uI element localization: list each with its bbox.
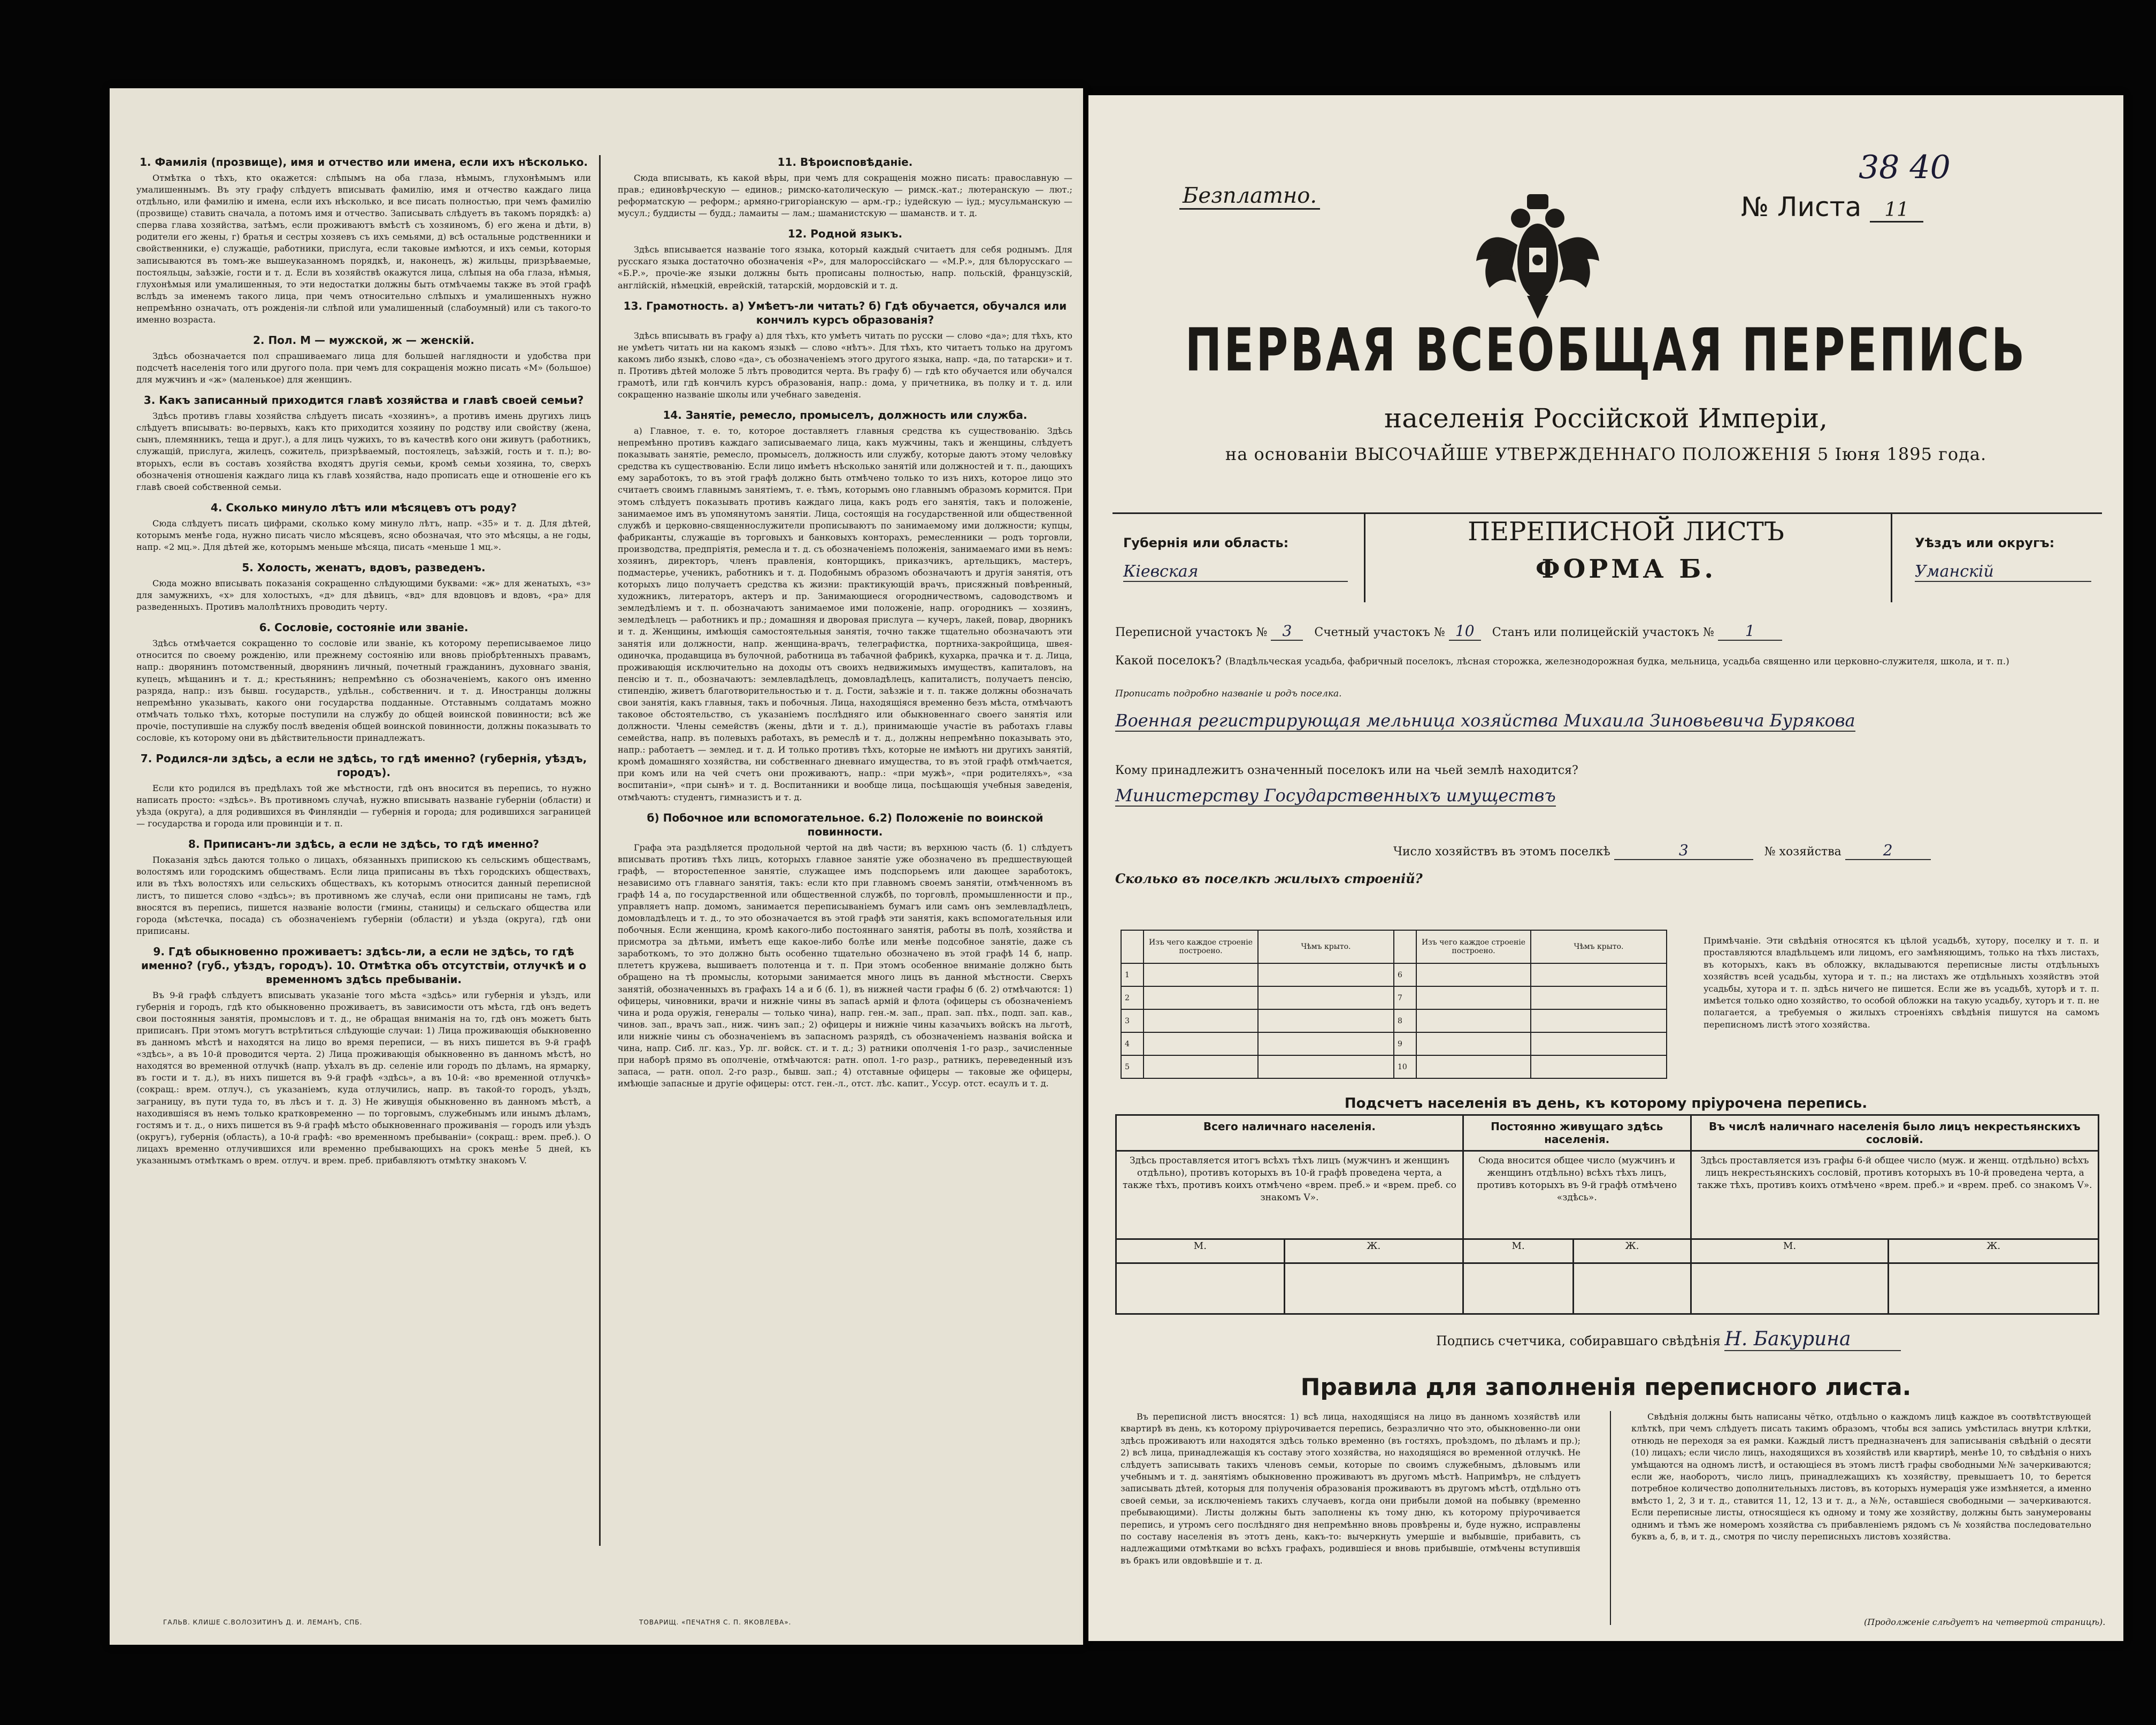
cell bbox=[1531, 1009, 1667, 1032]
instruction-title: 3. Какъ записанный приходится главѣ хозяйства и главѣ своей семьи? bbox=[143, 394, 584, 407]
header-divider-left bbox=[1364, 514, 1365, 602]
instruction-item bbox=[136, 333, 591, 386]
instruction-title: 13. Грамотность. а) Умѣетъ-ли читать? б) Гдѣ обучается, обучался или кончилъ курсъ образованія? bbox=[623, 299, 1067, 326]
census-title: ПЕРВАЯ ВСЕОБЩАЯ ПЕРЕПИСЬ bbox=[1185, 316, 2027, 385]
settlement-value: Военная регистрирующая мельница хозяйства Михаила Зиновьевича Бурякова bbox=[1115, 710, 1855, 731]
printer-imprint-left: ГАЛЬВ. КЛИШЕ С.ВОЛОЗИТИНЪ Д. И. ЛЕМАНЪ, СПБ. bbox=[163, 1619, 363, 1626]
dwell-num-head bbox=[1121, 930, 1144, 963]
cell bbox=[1531, 1032, 1667, 1055]
rules-title: Правила для заполненія переписного листа. bbox=[1300, 1374, 1912, 1401]
instruction-text: Графа эта раздѣляется продольной чертой на двѣ части; въ верхнюю часть (б. 1) слѣдуетъ вписывать противъ тѣхъ лицъ, которыхъ главное занятіе уже обозначено въ предшествующей графѣ, — второстепенное занятіе, служащее имъ подспорьемъ или дающее заработокъ, независимо отъ главнаго занятія, такъ: если кто при главномъ своемъ занятіи, отмѣченномъ въ графѣ 14 а, по государственной или общественной службѣ, по торговлѣ, промышленности и пр., управляетъ напр. домомъ, занимается переписываніемъ бумагъ или самъ онъ землевладѣлецъ, домовладѣлецъ и т. д., то это обозначается въ этой графѣ эти занятія, какъ вспомогательныя или побочныя. Если женщина, кромѣ какого-либо постояннаго занятія, работы въ полѣ, хозяйства и присмотра за дѣтьми, имѣетъ еще какое-либо болѣе или менѣе подсобное занятіе, даже съ заработкомъ, то это должно быть особенно тщательно обозначено въ этой графѣ 14 б, напр. плететъ кружева, вышиваетъ полотенца и т. п. При этомъ особенное вниманіе должно быть обращено на тѣ промыслы, которыми занимается много лицъ въ данной мѣстности. Сверхъ занятій, обозначенныхъ въ графахъ 14 а и б (б. 1), въ нижней части графы б (б. 2) отмѣчаются: 1) офицеры, чиновники, врачи и нижніе чины въ запасѣ армій и флота (офицеры съ обозначеніемъ чина и рода оружія, генералы — только чина), напр. ген.-м. зап., прап. зап. пѣх., подп. зап. кав., чинов. зап., врачъ зап., ниж. чинъ зап.; 2) офицеры и нижніе чины казачьихъ войскъ на льготѣ, или нижніе чины съ обозначеніемъ въ запасномъ разрядѣ, съ обозначеніемъ названія войска и чина, напр. Сиб. лг. каз., Ур. лг. войск. ст. и т. д.; 3) ратники ополченія 1-го разр., зачисленные при наборѣ прямо въ ополченіе, отмѣчаются: ратн. опол. 1-го разр., ратникъ, переведенный изъ запаса, — ратн. опол. 2-го разр., бывш. зап.; 4) отставные офицеры — таковые же офицеры, имѣющіе запасные и другіе офицеры: отст. ген.-л., отст. лѣс. капит., Уссур. отст. есаулъ и т. д. bbox=[618, 842, 1072, 1089]
signature-value: Н. Бакурина bbox=[1724, 1328, 1901, 1351]
guberniya-value: Кіевская bbox=[1123, 562, 1348, 582]
instruction-item bbox=[136, 752, 591, 830]
dwelling-buildings-table bbox=[1121, 930, 1667, 1079]
cell bbox=[1574, 1263, 1691, 1314]
instruction-item bbox=[618, 155, 1072, 219]
instruction-title: 1. Фамилія (прозвище), имя и отчество или имена, если ихъ нѣсколько. bbox=[139, 156, 588, 168]
cell bbox=[1691, 1263, 1889, 1314]
owner-label: Кому принадлежитъ означенный поселокъ или на чьей землѣ находится? bbox=[1115, 764, 1578, 777]
cell bbox=[1144, 986, 1258, 1009]
instruction-text: Здѣсь отмѣчается сокращенно то сословіе или званіе, къ которому переписываемое лицо относится по своему рожденію, или прежнему состоянію или вновь пріобрѣтенныхъ правамъ, напр.: дворянинъ потомственный, дворянинъ личный, почетный гражданинъ, духовнаго званія, купецъ, мѣщанинъ и т. д.; крестьянинъ; непремѣнно съ обозначеніемъ, какого онъ именно разряда, напр.: изъ бывш. государств., удѣльн., собственнич. и т. д. Иностранцы должны непремѣнно указывать, какого они государства подданные. Отставнымъ солдатамъ можно отмѣчать только тѣхъ, которые поступили на службу до общей воинской повинности; всѣ же прочіе, поступившіе на службу послѣ введенія общей воинской повинности, должны показывать то сословіе, къ которому они въ дѣйствительности принадлежатъ. bbox=[136, 638, 591, 743]
instruction-item bbox=[136, 620, 591, 744]
instruction-text: Сюда слѣдуетъ писать цифрами, сколько кому минуло лѣтъ, напр. «35» и т. д. Для дѣтей, которымъ менѣе года, нужно писать число мѣсяцевъ, ясно обозначая, что это мѣсяцы, а не годы, напр. «2 мц.». Для дѣтей же, которымъ меньше мѣсяца, писать «меньше 1 мц.». bbox=[136, 518, 591, 552]
cell bbox=[1463, 1263, 1574, 1314]
count-desc-resident: Сюда вносится общее число (мужчинъ и женщинъ отдѣльно) всѣхъ тѣхъ лицъ, противъ которыхъ въ 9-й графѣ отмѣчено «здѣсь». bbox=[1463, 1151, 1691, 1239]
dwell-row-num: 8 bbox=[1394, 1009, 1416, 1032]
count-district-value: 10 bbox=[1449, 622, 1481, 641]
instruction-title: 6. Сословіе, состояніе или званіе. bbox=[259, 621, 469, 634]
double-headed-eagle-icon bbox=[1474, 181, 1602, 320]
settlement-label: Какой поселокъ? bbox=[1115, 654, 1222, 668]
instruction-item bbox=[136, 837, 591, 937]
dwell-row-num: 6 bbox=[1394, 963, 1416, 986]
count-table-desc bbox=[1116, 1151, 2099, 1239]
table-row bbox=[1121, 1055, 1667, 1078]
instruction-title: 5. Холость, женатъ, вдовъ, разведенъ. bbox=[242, 561, 486, 574]
cell bbox=[1531, 1055, 1667, 1078]
owner-value-line bbox=[1115, 785, 1556, 807]
cell bbox=[1416, 1009, 1531, 1032]
stan-label: Станъ или полицейскій участокъ № bbox=[1492, 626, 1714, 639]
households-label: Число хозяйствъ въ этомъ поселкѣ bbox=[1393, 845, 1610, 858]
instruction-item bbox=[136, 501, 591, 553]
households-value: 3 bbox=[1614, 841, 1753, 860]
dwell-roof-head-right: Чѣмъ крыто. bbox=[1531, 930, 1667, 963]
cell bbox=[1144, 1055, 1258, 1078]
instruction-title: 11. Вѣроисповѣданіе. bbox=[777, 156, 913, 168]
instruction-title: 9. Гдѣ обыкновенно проживаетъ: здѣсь-ли, а если не здѣсь, то гдѣ именно? (губ., уѣздъ, городъ). 10. Отмѣтка объ отсутствіи, отлучкѣ и о временномъ здѣсь пребываніи. bbox=[141, 945, 587, 986]
count-head-non-peasant: Въ числѣ наличнаго населенія было лицъ некрестьянскихъ сословій. bbox=[1691, 1115, 2098, 1151]
dwell-roof-head-left: Чѣмъ крыто. bbox=[1258, 930, 1394, 963]
household-number-value: 2 bbox=[1845, 841, 1931, 860]
table-row bbox=[1121, 986, 1667, 1009]
cell bbox=[1144, 1009, 1258, 1032]
census-district-label: Переписной участокъ № bbox=[1115, 626, 1268, 639]
table-row bbox=[1121, 963, 1667, 986]
instruction-text: Въ 9-й графѣ слѣдуетъ вписывать указаніе того мѣста «здѣсь» или губернія и уѣздъ, или губернія и городъ, гдѣ кто обыкновенно проживаетъ, въ зависимости отъ мѣста, гдѣ онъ ведетъ свои постоянныя занятія, промысловъ и т. д., не обращая вниманія на то, гдѣ онъ можетъ быть приписанъ. При этомъ могутъ встрѣтиться слѣдующіе случаи: 1) Лица проживающія обыкновенно въ данномъ мѣстѣ и находятся на лицо во время переписи, — въ нихъ пишется въ 9-й графѣ «здѣсь», а въ 10-й проводится черта. 2) Лица проживающія обыкновенно въ данномъ мѣстѣ, но находятся во временной отлучкѣ (напр. уѣхалъ въ др. селеніе или городъ по дѣламъ, на ярмарку, въ гости и т. д.), въ нихъ пишется въ 9-й графѣ «здѣсь», а въ 10-й: «во временной отлучкѣ» (сокращ.: врем. отлуч.), съ указаніемъ, куда отлучились, напр. въ такой-то городъ, уѣздъ, заграницу, въ пути туда то, въ лѣсъ и т. д. 3) Не живущія обыкновенно въ данномъ мѣстѣ, а находившіяся въ немъ только кратковременно — по торговымъ, служебнымъ или инымъ дѣламъ, гостямъ и т. д., о нихъ пишется въ 9-й графѣ мѣсто обыкновеннаго проживанія — городъ или уѣздъ (округъ), губернія (область), а 10-й графѣ: «во временномъ пребываніи» (сокращ.: врем. преб.). О лицахъ временно отлучившихся или временно пребывающихъ на срокъ менѣе 5 дней, къ указаннымъ отмѣткамъ о врем. отлуч. и врем. преб. прибавляютъ отмѣтку знакомъ V. bbox=[136, 990, 591, 1166]
owner-line bbox=[1115, 764, 1578, 777]
form-title: ПЕРЕПИСНОЙ ЛИСТЪ bbox=[1468, 517, 1784, 547]
cell bbox=[1258, 986, 1394, 1009]
instruction-item bbox=[136, 393, 591, 493]
settlement-hint2: Прописать подробно названіе и родъ поселка. bbox=[1115, 688, 1342, 699]
printer-imprint-right: ТОВАРИЩ. «ПЕЧАТНЯ С. П. ЯКОВЛЕВА». bbox=[639, 1619, 792, 1626]
dwell-row-num: 2 bbox=[1121, 986, 1144, 1009]
household-number-label: № хозяйства bbox=[1764, 845, 1842, 858]
instruction-text: Здѣсь вписывается названіе того языка, который каждый считаетъ для себя роднымъ. Для русскаго языка достаточно обозначенія «Р», для малороссійскаго — «М.Р.», для бѣлорусскаго — «Б.Р.», прочіе-же языки должны быть прописаны полностью, напр. польскій, французскій, англійскій, нѣмецкій, еврейскій, татарскій, мордовскій и т. д. bbox=[618, 244, 1072, 290]
rules-text-left: Въ переписной листъ вносятся: 1) всѣ лица, находящіяся на лицо въ данномъ хозяйствѣ или квартирѣ въ день, къ которому пріурочивается перепись, безразлично что это, обыкновенно-ли они здѣсь проживаютъ или находятся здѣсь только временно (въ гостяхъ, проѣздомъ, по дѣламъ и пр.); 2) всѣ лица, принадлежащія къ составу этого хозяйства, но находящіяся во временной отлучкѣ. Не слѣдуетъ записывать такихъ членовъ семьи, которые по своимъ служебнымъ, дѣловымъ или учебнымъ и т. д. занятіямъ обыкновенно проживаютъ въ другомъ мѣстѣ. Напримѣръ, не слѣдуетъ записывать дѣтей, которыя для полученія образованія проживаютъ въ другомъ мѣстѣ, отдѣльно отъ своей семьи, за исключеніемъ такихъ случаевъ, когда они прибыли домой на побывку (временно пребывающими). Листы должны быть заполнены къ тому дню, къ которому пріурочивается перепись, и утромъ сего послѣдняго дня непремѣнно вновь провѣрены и, буде нужно, исправлены по составу населенія въ этотъ день, какъ-то: вычеркнуть умершіе и выбывшіе, прибавить, съ надлежащими отмѣтками во всѣхъ графахъ, родившіеся и вновь прибывшіе, отмѣчены вступившія въ бракъ или овдовѣвшіе и т. д. bbox=[1121, 1412, 1580, 1566]
instruction-item bbox=[136, 561, 591, 613]
dwell-row-num: 3 bbox=[1121, 1009, 1144, 1032]
population-count-title: Подсчетъ населенія въ день, къ которому пріурочена перепись. bbox=[1344, 1095, 1868, 1111]
instruction-item bbox=[618, 408, 1072, 803]
instruction-title: б) Побочное или вспомогательное. 6.2) Положеніе по воинской повинности. bbox=[647, 811, 1044, 838]
instructions-column-2 bbox=[618, 155, 1072, 1594]
districts-line bbox=[1115, 622, 1782, 641]
guberniya-label: Губернія или область: bbox=[1123, 535, 1289, 550]
cell bbox=[1144, 963, 1258, 986]
instruction-title: 8. Приписанъ-ли здѣсь, а если не здѣсь, то гдѣ именно? bbox=[188, 838, 539, 851]
dwell-row-num: 4 bbox=[1121, 1032, 1144, 1055]
uezd-label: Уѣздъ или округъ: bbox=[1915, 535, 2055, 550]
count-table-header bbox=[1116, 1115, 2099, 1151]
dwell-row-num: 7 bbox=[1394, 986, 1416, 1009]
dwell-material-head-left: Изъ чего каждое строеніе построено. bbox=[1144, 930, 1258, 963]
male-label: М. bbox=[1691, 1239, 1889, 1263]
dwell-row-num: 5 bbox=[1121, 1055, 1144, 1078]
count-head-resident: Постоянно живущаго здѣсь населенія. bbox=[1463, 1115, 1691, 1151]
instruction-title: 2. Пол. М — мужской, ж — женскій. bbox=[252, 334, 475, 347]
instruction-title: 14. Занятіе, ремесло, промыселъ, должность или служба. bbox=[663, 409, 1027, 422]
count-district-label: Счетный участокъ № bbox=[1314, 626, 1445, 639]
cell bbox=[1144, 1032, 1258, 1055]
signature-label: Подпись счетчика, собиравшаго свѣдѣнія bbox=[1436, 1333, 1721, 1348]
sheet-number-label: № Листа bbox=[1741, 191, 1862, 223]
instruction-item bbox=[618, 299, 1072, 401]
instruction-item bbox=[136, 155, 591, 326]
cell bbox=[1889, 1263, 2099, 1314]
instruction-title: 7. Родился-ли здѣсь, а если не здѣсь, то гдѣ именно? (губернія, уѣздъ, городъ). bbox=[140, 752, 587, 779]
stan-value: 1 bbox=[1718, 622, 1782, 641]
cell bbox=[1416, 986, 1531, 1009]
instruction-text: Здѣсь вписывать въ графу а) для тѣхъ, кто умѣетъ читать по русски — слово «да»; для тѣхъ, кто не умѣетъ читать ни на какомъ языкѣ — слово «нѣтъ». Для тѣхъ, кто читаетъ только на другомъ какомъ либо языкѣ, слово «да», съ обозначеніемъ этого другого языка, напр. «да, по татарски» и т. п. Противъ дѣтей моложе 5 лѣтъ проводится черта. Въ графу б) — гдѣ кто обучается или обучался грамотѣ, или гдѣ кончилъ курсъ образованія, напр.: дома, у причетника, въ полку и т. д. или сокращенно названіе школы или учебнаго заведенія. bbox=[618, 330, 1072, 400]
male-label: М. bbox=[1116, 1239, 1285, 1263]
settlement-line bbox=[1115, 654, 2009, 668]
table-row bbox=[1121, 1032, 1667, 1055]
dwell-row-num: 9 bbox=[1394, 1032, 1416, 1055]
settlement-value-line bbox=[1115, 710, 2094, 732]
instruction-text: Если кто родился въ предѣлахъ той же мѣстности, гдѣ онъ вносится въ перепись, то нужно написать просто: «здѣсь». Въ противномъ случаѣ, нужно вписывать названіе губерніи (области) и уѣзда (округа), а для родившихся въ Финляндіи — губернія и города; для родившихся заграницей — государства и города или провинціи и т. п. bbox=[136, 783, 591, 829]
instruction-item bbox=[618, 227, 1072, 291]
sheet-number bbox=[1741, 191, 1923, 223]
instruction-text: Показанія здѣсь даются только о лицахъ, обязанныхъ припискою къ сельскимъ обществамъ, волостямъ или городскимъ обществамъ. Если лица приписаны въ тѣхъ городскихъ обществахъ, или въ тѣхъ волостяхъ или сельскихъ обществахъ, къ которымъ относится данный переписной листъ, то пишется слово «здѣсь»; въ противномъ же случаѣ, если они приписаны не тамъ, гдѣ вносятся въ перепись, пишется названіе волости (гмины, станицы) и сельскаго общества или города (мѣстечка, посада) съ обозначеніемъ губерніи (области) и уѣзда (округа), гдѣ они приписаны. bbox=[136, 855, 591, 936]
census-subtitle: населенія Россійской Имперіи, bbox=[1384, 403, 1828, 434]
continued-note: (Продолженіе слѣдуетъ на четвертой страницѣ). bbox=[1864, 1617, 2106, 1627]
count-desc-present: Здѣсь проставляется итогъ всѣхъ тѣхъ лицъ (мужчинъ и женщинъ отдѣльно), противъ которыхъ въ 10-й графѣ проведена черта, а также тѣхъ, противъ коихъ отмѣчено «врем. преб.» и «врем. преб. со знакомъ V». bbox=[1116, 1151, 1463, 1239]
instruction-text: Отмѣтка о тѣхъ, кто окажется: слѣпымъ на оба глаза, нѣмымъ, глухонѣмымъ или умалишеннымъ. Въ эту графу слѣдуетъ вписывать фамилію, имя и отчество каждаго лица отдѣльно, или фамилію и имена, если ихъ нѣсколько, и все писать полностью, при чемъ фамилію (прозвище) ставить сначала, а потомъ имя и отчество. Записывать слѣдуетъ въ такомъ порядкѣ: а) сперва глава хозяйства, затѣмъ, если проживаютъ вмѣстѣ съ хозяиномъ, б) его жена и дѣти, в) родители его жены, г) братья и сестры хозяевъ съ ихъ семьями, д) всѣ остальные родственники и свойственники, е) служащіе, работники, прислуга, если таковые имѣются, и ихъ семьи, которыя записываются въ томъ-же вышеуказанномъ порядкѣ, и, наконецъ, ж) жильцы, призрѣваемые, постояльцы, заѣзжіе, гости и т. д. Если въ хозяйствѣ окажутся лица, слѣпыя на оба глаза, нѣмыя, глухонѣмыя или умалишенныя, то эти недостатки должны быть отмѣчаемы также въ этой графѣ вслѣдъ за именемъ такого лица, при чемъ относительно слѣпыхъ и умалишенныхъ нужно непремѣнно означать, отъ рожденія-ли слѣпой или умалишенный (слабоумный) или съ такого-то именно возраста. bbox=[136, 173, 591, 325]
population-count-table bbox=[1115, 1114, 2099, 1315]
table-row bbox=[1121, 1009, 1667, 1032]
sheet-number-value: 11 bbox=[1870, 199, 1923, 223]
buildings-question: Сколько въ поселкѣ жилыхъ строеній? bbox=[1115, 871, 1423, 886]
column-divider bbox=[599, 155, 601, 1546]
instruction-title: 4. Сколько минуло лѣтъ или мѣсяцевъ отъ роду? bbox=[210, 501, 517, 514]
instruction-text: Здѣсь противъ главы хозяйства слѣдуетъ писать «хозяинъ», а противъ имень другихъ лицъ слѣдуетъ вписывать: во-первыхъ, какъ кто приходится хозяину по родству или свойству (жена, сынъ, племянникъ, теща и друг.), а для лицъ чужихъ, то въ качествѣ кого они живутъ (работникъ, служащій, прислуга, жилецъ, сожитель, призрѣваемый, постоялецъ, заѣзжій, гость и т. п.); во-вторыхъ, если въ составъ хозяйства входятъ другія семьи, кромѣ семьи хозяина, то, сверхъ обозначенія отношенія каждаго лица къ главѣ хозяйства, надо прописать еще и отношеніе его къ главѣ своей собственной семьи. bbox=[136, 411, 591, 492]
left-page-instructions bbox=[110, 88, 1083, 1645]
cell bbox=[1258, 1055, 1394, 1078]
cell bbox=[1416, 963, 1531, 986]
enumerator-signature-line bbox=[1436, 1328, 1901, 1351]
instruction-text: Сюда вписывать, къ какой вѣры, при чемъ для сокращенія можно писать: православную — прав.; единовѣрческую — единов.; римско-католическую — римск.-кат.; лютеранскую — лют.; реформатскую — реформ.; армяно-григоріанскую — арм.-гр.; іудейскую — іуд.; мусульманскую — мусул.; буддисты — будд.; ламаиты — лам.; шаманистскую — шаманств. и т. д. bbox=[618, 173, 1072, 219]
settlement-hint2-line bbox=[1115, 686, 1342, 700]
instruction-text: Сюда можно вписывать показанія сокращенно слѣдующими буквами: «ж» для женатыхъ, «з» для замужнихъ, «х» для холостыхъ, «д» для дѣвицъ, «вд» для вдовцовъ и вдовъ, «ра» для разведенныхъ. Противъ малолѣтнихъ проводить черту. bbox=[136, 578, 591, 612]
cell bbox=[1258, 963, 1394, 986]
instruction-text: а) Главное, т. е. то, которое доставляетъ главныя средства къ существованію. Здѣсь непремѣнно противъ каждаго записываемаго лица, какъ мужчины, такъ и женщины, слѣдуетъ показывать занятіе, ремесло, промыселъ, должность или службу, которые даютъ этому человѣку средства къ существованію. Если лицо имѣетъ нѣсколько занятій или должностей и т. п., дающихъ ему заработокъ, то въ этой графѣ должно быть отмѣчено только то изъ нихъ, которое лицо это считаетъ своимъ главнымъ занятіемъ, т. е. тѣмъ, которымъ оно главнымъ образомъ кормится. При этомъ слѣдуетъ показывать противъ каждаго лица, какъ родъ его занятія, такъ и положеніе, занимаемое имъ въ упомянутомъ занятіи. Лица, состоящія на государственной или общественной службѣ и церковно-священнослужители прописываютъ по занимаемому ими должности; купцы, фабриканты, служащіе въ торговыхъ и банковыхъ конторахъ, ремесленники — родъ торговли, производства, предпріятія, ремесла и т. д. съ обозначеніемъ положенія, занимаемаго ими въ немъ: хозяинъ, директоръ, членъ правленія, конторщикъ, приказчикъ, артельщикъ, мастеръ, подмастерье, ученикъ, работникъ и т. д. Подобнымъ образомъ обозначаютъ и другія занятія, отъ которыхъ лицо получаетъ средства къ жизни: практикующій врачъ, присяжный повѣренный, художникъ, литераторъ, актеръ и пр. Занимающиеся огородничествомъ, садоводствомъ и земледѣліемъ и т. п. обозначаютъ занимаемое ими положеніе, напр. огородникъ — хозяинъ, земледѣлецъ — работникъ и пр.; домашняя и дворовая прислуга — кучеръ, лакей, повар, дворникъ и т. д. Женщины, имѣющія самостоятельныя занятія, точно также тщательно обозначаютъ эти занятія или должности, напр. женщина-врачъ, телеграфистка, портниха-закройщица, швея-одиночка, продавщица въ булочной, работница въ табачной фабрикѣ, кухарка, прачка и т. д. Лица, проживающія исключительно на доходы отъ своихъ недвижимыхъ имуществъ, капиталовъ, на пенсію и т. п., обозначаютъ: землевладѣлецъ, домовладѣлецъ, капиталистъ, получаетъ пенсію, стипендію, живетъ благотворительностью и т. д. Гости, заѣзжіе и т. п. также должны обозначать свои занятія, какъ главныя, такъ и побочныя. Лица, находящіяся временно безъ мѣста, отмѣчаютъ таковое обстоятельство, съ указаніемъ послѣдняго или обыкновеннаго своего занятія или должности. Члены семействъ (жены, дѣти и т. д.), принимающіе участіе въ работахъ главы семейства, напр. въ полевыхъ работахъ, въ ремеслѣ и т. д., должны непремѣнно показывать это, напр.: работаетъ — землед. и т. д. И только противъ тѣхъ, которые не имѣютъ ни другихъ занятій, кромѣ домашняго хозяйства, ни собственнаго дневнаго имущества, то въ этой графѣ отмѣчается, при комъ или на чей счетъ они проживаютъ, напр.: «при мужѣ», «при родителяхъ», «за воспитаніи», «при сынѣ» и т. д. Воспитанники и вообще лица, посѣщающія учебныя заведенія, отмѣчаютъ: студентъ, гимназистъ и т. д. bbox=[618, 426, 1072, 802]
count-table-mf bbox=[1116, 1239, 2099, 1263]
cell bbox=[1416, 1055, 1531, 1078]
households-line bbox=[1393, 841, 1931, 860]
buildings-note: Примѣчаніе. Эти свѣдѣнія относятся къ цѣлой усадьбѣ, хутору, поселку и т. п. и проставляются владѣльцемъ или лицомъ, его замѣняющимъ, только на тѣхъ листахъ, въ которыхъ, какъ въ обложку, вкладываются переписные листы отдѣльныхъ хозяйствъ всей усадьбы, хутора и т. п.; на листахъ же отдѣльныхъ хозяйствъ этой усадьбы, хутора и т. п. здѣсь ничего не пишется. Если же въ усадьбѣ, хуторѣ и т. п. имѣется только одно хозяйство, то особой обложки на такую усадьбу, хуторъ и т. п. не полагается, а требуемыя о жилыхъ строеніяхъ свѣдѣнія пишутся на самомъ переписномъ листѣ этого хозяйства. bbox=[1704, 936, 2099, 1030]
instruction-title: 12. Родной языкъ. bbox=[787, 227, 903, 241]
dwell-num-head-2 bbox=[1394, 930, 1416, 963]
cell bbox=[1531, 986, 1667, 1009]
instruction-item bbox=[136, 945, 591, 1167]
male-label: М. bbox=[1463, 1239, 1574, 1263]
instruction-item bbox=[618, 811, 1072, 1090]
cell bbox=[1258, 1009, 1394, 1032]
dwell-material-head-right: Изъ чего каждое строеніе построено. bbox=[1416, 930, 1531, 963]
form-subtitle: ФОРМА Б. bbox=[1535, 554, 1717, 584]
female-label: Ж. bbox=[1574, 1239, 1691, 1263]
header-divider-right bbox=[1891, 514, 1892, 602]
count-head-present: Всего наличнаго населенія. bbox=[1116, 1115, 1463, 1151]
uezd-value: Уманскій bbox=[1915, 562, 2091, 582]
census-district-value: 3 bbox=[1271, 622, 1303, 641]
owner-value: Министерству Государственныхъ имуществъ bbox=[1115, 785, 1556, 806]
cell bbox=[1531, 963, 1667, 986]
rules-divider bbox=[1610, 1411, 1611, 1625]
cell bbox=[1258, 1032, 1394, 1055]
dwell-row-num: 1 bbox=[1121, 963, 1144, 986]
right-page-census-form bbox=[1088, 95, 2123, 1641]
instruction-text: Здѣсь обозначается пол спрашиваемаго лица для большей наглядности и удобства при подсчетѣ населенія того или другого пола. при чемъ для сокращенія можно писать «М» (большое) для мужчинъ и «ж» (маленькое) для женщинъ. bbox=[136, 351, 591, 385]
cell bbox=[1416, 1032, 1531, 1055]
rules-text-right: Свѣдѣнія должны быть написаны чётко, отдѣльно о каждомъ лицѣ каждое въ соотвѣтствующей клѣткѣ, при чемъ слѣдуетъ писать такимъ образомъ, чтобы вся запись умѣстилась внутри клѣтки, отнюдь не переходя за ея рамки. Каждый листъ предназначенъ для записыванія свѣдѣній о десяти (10) лицахъ; если число лицъ, находящихся въ хозяйствѣ или квартирѣ, менѣе 10, то свѣдѣнія о нихъ умѣщаются на одномъ листѣ, и остающіеся въ этомъ листѣ графы свободными №№ зачеркиваются; если же, наоборотъ, число лицъ, принадлежащихъ къ хозяйству, превышаетъ 10, то берется потребное количество дополнительныхъ листовъ, въ которыхъ нумерація уже измѣняется, а именно вмѣсто 1, 2, 3 и т. д., ставится 11, 12, 13 и т. д., а №№, оставшіеся свободными — зачеркиваются. Если переписные листы, относящіеся къ одному и тому же хозяйству, должны быть занумерованы однимъ и тѣмъ же номеромъ хозяйства съ прибавленіемъ рядомъ съ № хозяйства последовательно буквъ а, б, в, и т. д., смотря по числу переписныхъ листовъ хозяйства. bbox=[1631, 1412, 2091, 1542]
dwell-row-num: 10 bbox=[1394, 1055, 1416, 1078]
cell bbox=[1284, 1263, 1463, 1314]
count-desc-non-peasant: Здѣсь проставляется изъ графы 6-й общее число (муж. и женщ. отдѣльно) всѣхъ лицъ некрестьянскихъ сословій, противъ которыхъ въ 10-й проведена черта, а также тѣхъ, противъ коихъ отмѣчено «врем. преб.» и «врем. преб. со знакомъ V». bbox=[1691, 1151, 2098, 1239]
count-table-values bbox=[1116, 1263, 2099, 1314]
dwelling-table-header bbox=[1121, 930, 1667, 963]
form-header-band bbox=[1112, 512, 2102, 605]
settlement-hint: (Владѣльческая усадьба, фабричный поселокъ, лѣсная сторожка, железнодорожная будка, мельница, усадьба священно или церковно-служителя, школа, и т. п.) bbox=[1225, 656, 2009, 667]
instructions-column-1 bbox=[136, 155, 591, 1594]
female-label: Ж. bbox=[1284, 1239, 1463, 1263]
female-label: Ж. bbox=[1889, 1239, 2099, 1263]
archive-number-handwritten: 38 40 bbox=[1859, 149, 1951, 186]
census-decree-line: на основаніи ВЫСОЧАЙШЕ УТВЕРЖДЕННАГО ПОЛОЖЕНІЯ 5 Іюня 1895 года. bbox=[1225, 444, 1987, 464]
cell bbox=[1116, 1263, 1285, 1314]
free-of-charge-label: Безплатно. bbox=[1179, 183, 1320, 210]
